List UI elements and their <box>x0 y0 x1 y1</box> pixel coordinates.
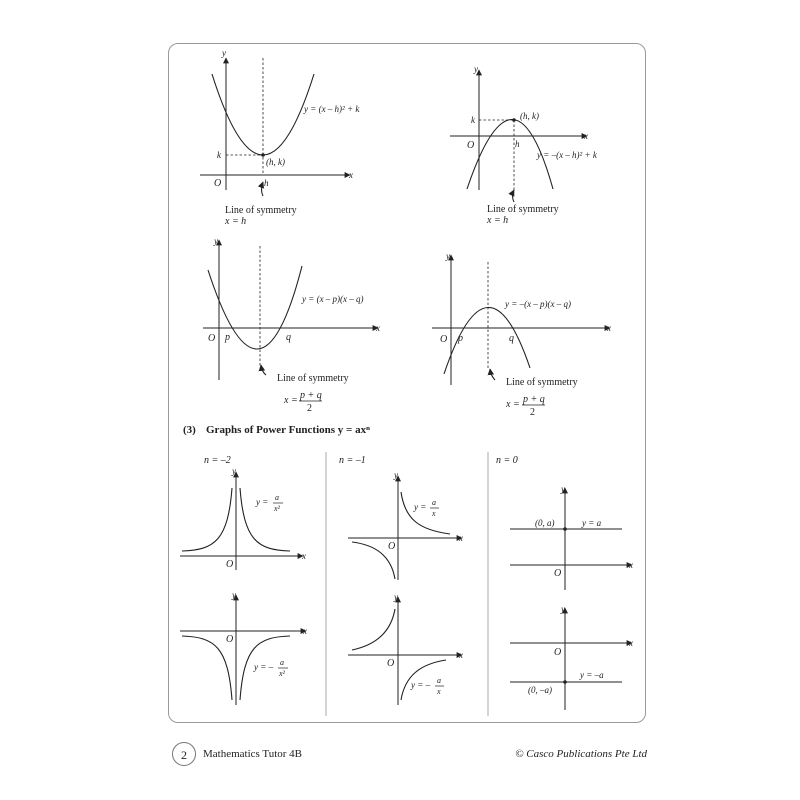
svg-text:x = h: x = h <box>487 215 509 226</box>
svg-text:p + q: p + q <box>300 390 322 401</box>
svg-text:O: O <box>387 658 395 669</box>
svg-text:(0, –a): (0, –a) <box>528 685 552 695</box>
svg-text:O: O <box>554 568 562 579</box>
svg-text:x: x <box>302 551 306 561</box>
svg-text:x = h: x = h <box>225 216 247 227</box>
svg-text:n = –2: n = –2 <box>204 455 231 466</box>
power-n-minus-1 <box>339 455 463 705</box>
svg-text:q: q <box>286 332 291 343</box>
svg-text:(h, k): (h, k) <box>266 157 285 167</box>
svg-text:O: O <box>226 634 234 645</box>
svg-text:y = (x – h)² + k: y = (x – h)² + k <box>304 104 360 114</box>
svg-text:x²: x² <box>279 669 285 678</box>
svg-text:p: p <box>225 332 230 343</box>
graph-vertex-down <box>450 64 598 226</box>
svg-text:Line of symmetry: Line of symmetry <box>487 204 559 215</box>
graph-factor-down <box>432 251 611 418</box>
svg-text:x =: x = <box>506 399 520 410</box>
svg-text:y = (x – p)(x – q): y = (x – p)(x – q) <box>302 294 364 304</box>
svg-text:x: x <box>349 170 353 180</box>
svg-text:n = 0: n = 0 <box>496 455 518 466</box>
graph-factor-up <box>203 236 380 414</box>
svg-text:y =: y = <box>256 497 269 507</box>
svg-text:p: p <box>458 333 463 344</box>
svg-text:y: y <box>394 592 398 602</box>
book-title: Mathematics Tutor 4B <box>203 748 303 760</box>
power-n-minus-2 <box>180 455 307 705</box>
svg-text:y = –(x – h)² + k: y = –(x – h)² + k <box>537 150 597 160</box>
svg-text:x =: x = <box>284 395 298 406</box>
svg-text:y: y <box>561 484 565 494</box>
svg-text:x: x <box>303 626 307 636</box>
svg-text:(h, k): (h, k) <box>520 111 539 121</box>
svg-text:x²: x² <box>274 504 280 513</box>
svg-text:x: x <box>459 650 463 660</box>
publisher: © Casco Publications Pte Ltd <box>515 748 647 760</box>
svg-text:x: x <box>432 509 436 518</box>
svg-text:O: O <box>467 140 475 151</box>
svg-text:x: x <box>376 323 380 333</box>
svg-text:y = –: y = – <box>411 680 431 690</box>
svg-text:a: a <box>275 493 279 502</box>
svg-text:y = –a: y = –a <box>580 670 604 680</box>
svg-text:O: O <box>208 333 216 344</box>
svg-text:a: a <box>280 658 284 667</box>
svg-text:y: y <box>446 251 450 261</box>
svg-text:Line of symmetry: Line of symmetry <box>506 377 578 388</box>
svg-text:y = –(x – p)(x – q): y = –(x – p)(x – q) <box>505 299 572 309</box>
svg-text:O: O <box>554 647 562 658</box>
svg-text:O: O <box>440 334 448 345</box>
svg-text:2: 2 <box>530 407 535 418</box>
svg-text:x: x <box>607 323 611 333</box>
svg-text:y: y <box>394 470 398 480</box>
section-title: Graphs of Power Functions y = axⁿ <box>206 424 370 436</box>
svg-text:O: O <box>214 178 222 189</box>
svg-text:k: k <box>217 150 221 160</box>
svg-text:O: O <box>226 559 234 570</box>
svg-text:y: y <box>474 64 478 74</box>
svg-text:(0, a): (0, a) <box>535 518 555 528</box>
svg-text:Line of symmetry: Line of symmetry <box>277 373 349 384</box>
svg-text:y: y <box>232 590 236 600</box>
svg-text:y = –: y = – <box>254 662 274 672</box>
svg-text:k: k <box>471 115 475 125</box>
svg-text:2: 2 <box>307 403 312 414</box>
svg-text:h: h <box>264 178 269 188</box>
svg-text:y: y <box>214 236 218 246</box>
page-number: 2 <box>172 742 196 766</box>
svg-text:n = –1: n = –1 <box>339 455 366 466</box>
svg-text:a: a <box>432 498 436 507</box>
svg-text:y = a: y = a <box>582 518 602 528</box>
svg-text:x: x <box>459 533 463 543</box>
svg-text:y: y <box>561 604 565 614</box>
svg-text:x: x <box>629 638 633 648</box>
svg-text:a: a <box>437 676 441 685</box>
svg-text:x: x <box>584 131 588 141</box>
svg-text:y =: y = <box>414 502 427 512</box>
svg-text:x: x <box>437 687 441 696</box>
svg-text:Line of symmetry: Line of symmetry <box>225 205 297 216</box>
svg-text:O: O <box>388 541 396 552</box>
svg-text:y: y <box>222 48 226 58</box>
power-n-zero <box>496 455 633 710</box>
svg-text:q: q <box>509 333 514 344</box>
graph-vertex-up <box>200 48 360 227</box>
svg-text:y: y <box>232 466 236 476</box>
svg-text:p + q: p + q <box>523 394 545 405</box>
svg-text:x: x <box>629 560 633 570</box>
section-number: (3) <box>183 424 196 436</box>
svg-text:h: h <box>515 139 520 149</box>
